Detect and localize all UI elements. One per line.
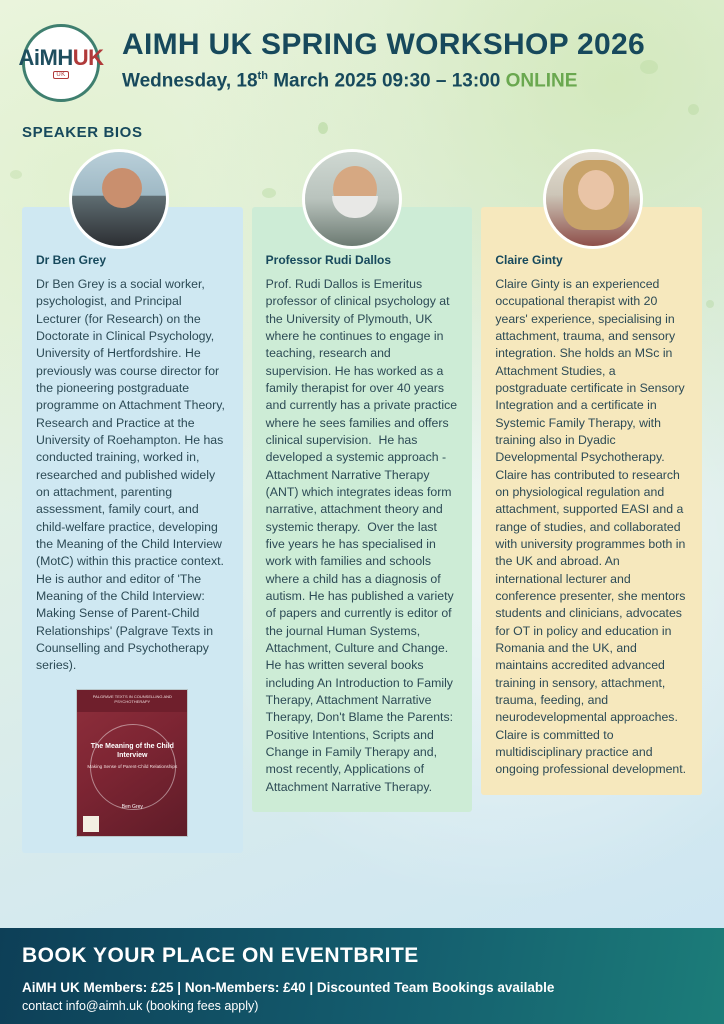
logo-wordmark — [19, 47, 104, 69]
book-series-label: PALGRAVE TEXTS IN COUNSELLING AND PSYCHOTHERAPY — [77, 690, 187, 712]
speaker-bio-text: Prof. Rudi Dallos is Emeritus professor of clinical psychology at the University of Plymouth, UK where he continues to engage in teaching, research and supervision. He has worked as a family therapist for over 40 years and currently has a private practice where he sees families and offers clinical supervision. He has developed a systemic approach - Attachment Narrative Therapy (ANT) which integrates ideas form narrative, attachment theory and systemic therapy. Over the last five years he has specialised in work with families and schools where a child has a diagnosis of autism. He has published a variety of papers and currently is editor of the journal Human Systems, Attachment, Culture and Change. He has written several books including An Introduction to Family Therapy, Attachment Narrative Therapy, Don't Blame the Parents: Positive Intentions, Scripts and Change in Family Therapy and, most recently, Applications of Attachment Narrative Therapy. — [265, 277, 461, 794]
speaker-bios-container — [0, 207, 724, 853]
booking-cta-title: BOOK YOUR PLACE ON EVENTBRITE — [22, 944, 419, 967]
speaker-name: Professor Rudi Dallos — [265, 253, 392, 267]
speaker-card-ben-grey — [22, 207, 243, 853]
speaker-card-rudi-dallos — [252, 207, 473, 812]
decorative-speckle — [10, 170, 22, 179]
publisher-mark — [83, 816, 99, 832]
ben-grey-portrait — [69, 149, 169, 249]
logo-text-aimh: AiMH — [18, 45, 73, 70]
speaker-name: Dr Ben Grey — [36, 253, 107, 267]
booking-contact: contact info@aimh.uk (booking fees apply) — [22, 999, 259, 1013]
booking-pricing: AiMH UK Members: £25 | Non-Members: £40 | Discounted Team Bookings available — [22, 980, 555, 995]
rudi-dallos-portrait — [302, 149, 402, 249]
aimh-logo — [18, 24, 104, 102]
page-title: AIMH UK SPRING WORKSHOP 2026 — [122, 28, 645, 61]
event-date-part1: Wednesday, 18 — [122, 70, 258, 92]
claire-ginty-portrait — [543, 149, 643, 249]
book-title: The Meaning of the Child Interview — [90, 742, 174, 759]
event-date-part2: March 2025 09:30 – 13:00 — [267, 70, 506, 92]
logo-badge: UK — [53, 71, 68, 79]
header-text-block — [122, 24, 645, 93]
event-datetime — [122, 70, 645, 93]
decorative-speckle — [262, 188, 276, 198]
book-cover-image — [76, 689, 188, 837]
poster-header — [0, 0, 724, 102]
book-author: Ben Grey — [121, 803, 143, 810]
speaker-card-claire-ginty — [481, 207, 702, 795]
speaker-bio-text: Claire Ginty is an experienced occupational therapist with 20 years' experience, specialising in attachment, trauma, and sensory integration. She holds an MSc in Attachment Studies, a postgraduate certificate in Sensory Integration and a certificate in Systemic Family Therapy, with training also in Dyadic Developmental Psychotherapy. Claire has contributed to research on physiological regulation and attachment, supported EASI and a range of studies, and collaborated with university programmes both in the UK and abroad. An international lecturer and conference presenter, she mentors students and clinicians, advocates for OT in policy and education in Romania and the UK, and maintains accredited advanced training in sensory, attachment, trauma, feeding, and neurodevelopmental approaches. Claire is committed to multidisciplinary practice and ongoing professional development. — [495, 277, 689, 777]
event-mode-badge: ONLINE — [505, 70, 578, 92]
book-subtitle: Making Sense of Parent-Child Relationships — [87, 763, 178, 769]
event-date-ordinal: th — [257, 70, 268, 82]
logo-text-uk: UK — [72, 45, 104, 70]
booking-footer — [0, 928, 724, 1024]
speaker-name: Claire Ginty — [495, 253, 563, 267]
speaker-bio-text: Dr Ben Grey is a social worker, psychologist, and Principal Lecturer (for Research) on the Doctorate in Clinical Psychology, University of Hertfordshire. He previously was course director for the pioneering postgraduate programme on Attachment Theory, Research and Practice at the University of Roehampton. He has conducted training, worked in, researched and published widely on attachment, parenting assessment, family court, and child-welfare practice, developing the Meaning of the Child Interview (MotC) within this practice context. He is author and editor of 'The Meaning of the Child Interview: Making Sense of Parent-Child Relationships' (Palgrave Texts in Counselling and Psychotherapy series). — [36, 277, 229, 673]
section-label-speaker-bios: SPEAKER BIOS — [22, 124, 143, 141]
